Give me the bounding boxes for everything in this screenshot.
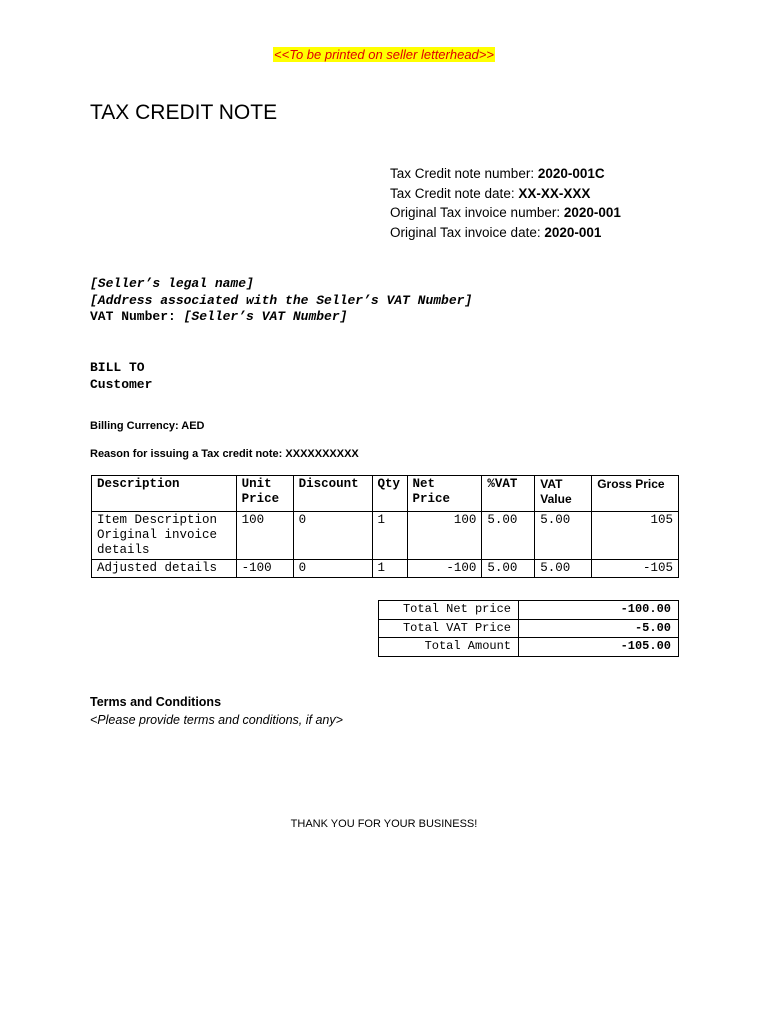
cell-vat-value: 5.00 <box>535 512 592 560</box>
cell-vat-value: 5.00 <box>535 560 592 578</box>
terms-heading: Terms and Conditions <box>90 695 222 709</box>
total-amount-row <box>379 638 679 657</box>
seller-vat-label: VAT Number: <box>90 309 184 324</box>
seller-address: [Address associated with the Seller’s VAT Number] <box>90 292 473 308</box>
orig-invoice-date-line: Original Tax invoice date: 2020-001 <box>390 224 602 240</box>
total-amount-value: -105.00 <box>519 638 679 657</box>
cell-discount: 0 <box>293 560 372 578</box>
orig-invoice-number: 2020-001 <box>563 205 621 220</box>
credit-reason: Reason for issuing a Tax credit note: XXXXXXXXXX <box>90 448 359 460</box>
cell-unit-price: -100 <box>236 560 293 578</box>
cell-net-price: -100 <box>407 560 482 578</box>
orig-invoice-date: 2020-001 <box>544 224 602 240</box>
header-description: Description <box>92 476 237 512</box>
header-unit-price: Unit Price <box>236 476 293 512</box>
items-table-header <box>92 476 679 512</box>
letterhead-banner-text: <<To be printed on seller letterhead>> <box>274 47 494 62</box>
table-row <box>92 560 679 578</box>
cell-net-price: 100 <box>407 512 482 560</box>
cell-vat-percent: 5.00 <box>482 560 535 578</box>
table-row <box>92 512 679 560</box>
credit-note-number: 2020-001C <box>537 166 605 181</box>
header-qty: Qty <box>372 476 407 512</box>
credit-note-number-line: Tax Credit note number: 2020-001C <box>390 166 605 181</box>
total-vat-row <box>379 619 679 638</box>
bill-to-label: BILL TO <box>90 360 145 375</box>
header-gross-price: Gross Price <box>592 476 679 512</box>
header-net-price: Net Price <box>407 476 482 512</box>
header-vat-value: VAT Value <box>535 476 592 512</box>
seller-legal-name: [Seller’s legal name] <box>90 276 254 291</box>
orig-invoice-number-line: Original Tax invoice number: 2020-001 <box>390 205 621 220</box>
bill-to-name: Customer <box>90 376 153 392</box>
total-vat-label: Total VAT Price <box>379 619 519 638</box>
credit-note-meta <box>390 164 621 242</box>
cell-qty: 1 <box>372 512 407 560</box>
header-vat-percent: %VAT <box>482 476 535 512</box>
header-discount: Discount <box>293 476 372 512</box>
total-amount-label: Total Amount <box>379 638 519 657</box>
bill-to-block <box>90 360 152 393</box>
letterhead-banner <box>0 47 768 62</box>
seller-block <box>90 276 472 326</box>
thank-you-note: THANK YOU FOR YOUR BUSINESS! <box>290 818 478 830</box>
items-table <box>91 475 679 578</box>
credit-note-date: XX-XX-XXX <box>518 185 591 201</box>
totals-table <box>378 600 679 657</box>
total-net-row <box>379 601 679 620</box>
terms-text: <Please provide terms and conditions, if any> <box>90 713 343 727</box>
document-title: TAX CREDIT NOTE <box>90 101 278 124</box>
total-vat-value: -5.00 <box>519 619 679 638</box>
credit-note-date-line: Tax Credit note date: XX-XX-XXX <box>390 185 591 201</box>
cell-vat-percent: 5.00 <box>482 512 535 560</box>
cell-qty: 1 <box>372 560 407 578</box>
cell-description: Adjusted details <box>92 560 237 578</box>
cell-description: Item Description Original invoice details <box>92 512 237 560</box>
total-net-label: Total Net price <box>379 601 519 620</box>
cell-discount: 0 <box>293 512 372 560</box>
cell-gross-price: -105 <box>592 560 679 578</box>
seller-vat-number: [Seller’s VAT Number] <box>183 309 348 324</box>
cell-unit-price: 100 <box>236 512 293 560</box>
total-net-value: -100.00 <box>519 601 679 620</box>
billing-currency: Billing Currency: AED <box>90 420 205 432</box>
cell-gross-price: 105 <box>592 512 679 560</box>
